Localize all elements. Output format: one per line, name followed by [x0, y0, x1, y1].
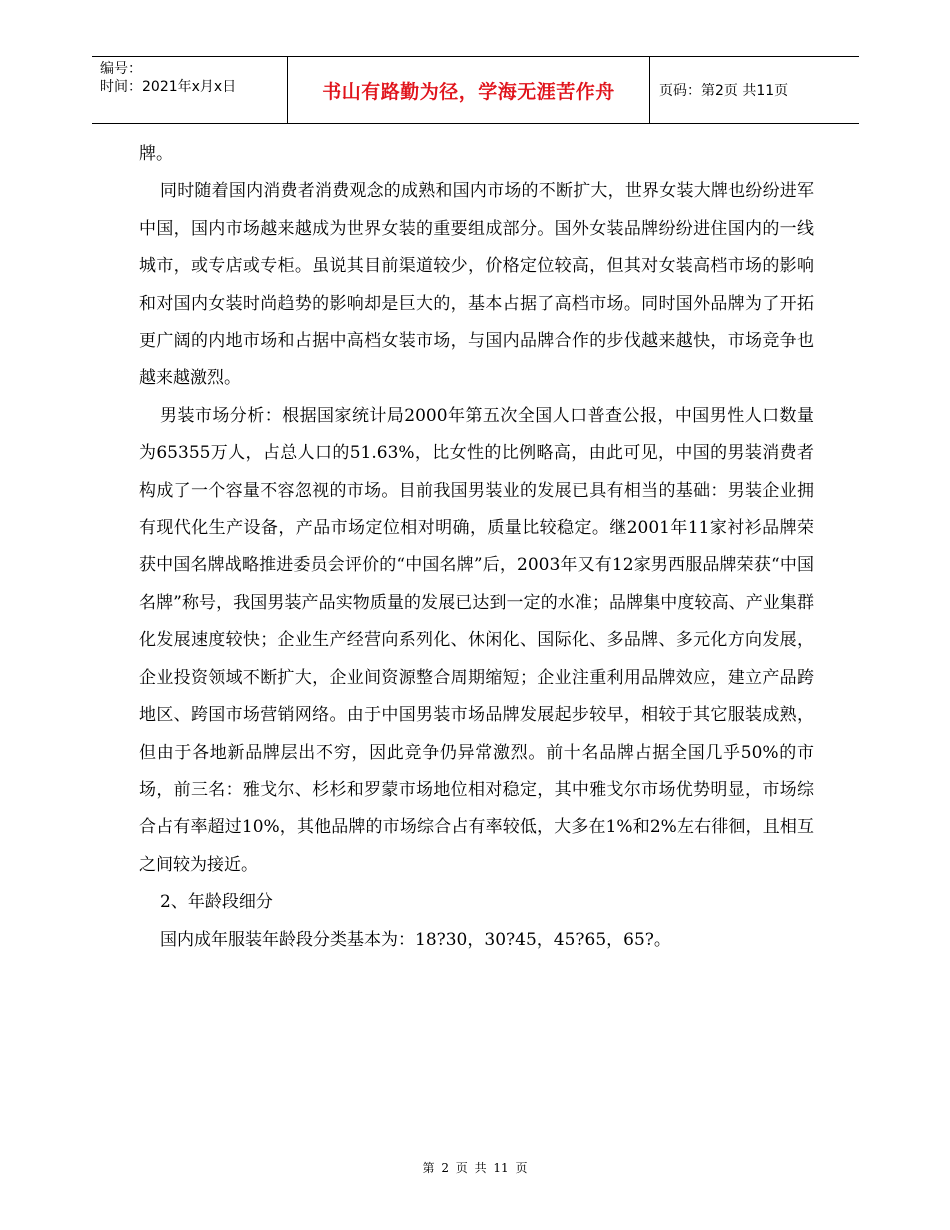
paragraph-menswear-analysis: 男装市场分析：根据国家统计局2000年第五次全国人口普查公报，中国男性人口数量为65355万人，占总人口的51.63%，比女性的比例略高，由此可见，中国的男装消费者构成了一个容量不容忽视的市场。目前我国男装业的发展已具有相当的基础：男装企业拥有现代化生产设备，产品市场定位相对明确，质量比较稳定。继2001年11家衬衫品牌荣获中国名牌战略推进委员会评价的“中国名牌”后，2003年又有12家男西服品牌荣获“中国名牌”称号，我国男装产品实物质量的发展已达到一定的水准；品牌集中度较高、产业集群化发展速度较快；企业生产经营向系列化、休闲化、国际化、多品牌、多元化方向发展，企业投资领域不断扩大，企业间资源整合周期缩短；企业注重利用品牌效应，建立产品跨地区、跨国市场营销网络。由于中国男装市场品牌发展起步较早，相较于其它服装成熟，但由于各地新品牌层出不穷，因此竞争仍异常激烈。前十名品牌占据全国几乎50%的市场，前三名：雅戈尔、杉杉和罗蒙市场地位相对稳定，其中雅戈尔市场优势明显，市场综合占有率超过10%，其他品牌的市场综合占有率较低，大多在1%和2%左右徘徊，且相互之间较为接近。: [139, 405, 814, 875]
header-motto: 书山有路勤为径，学海无涯苦作舟: [288, 57, 650, 123]
page-footer: 第 2 页 共 11 页: [422, 1161, 528, 1175]
header-meta-cell: [92, 57, 288, 123]
paragraph-age-categories: 国内成年服装年龄段分类基本为：18?30，30?45，45?65，65?。: [160, 929, 671, 950]
document-number-label: 编号：: [100, 61, 142, 77]
section-heading-age-segment: 2、年龄段细分: [160, 892, 273, 913]
document-date: 时间：2021年x月x日: [100, 79, 237, 95]
page-header: [92, 56, 859, 124]
paragraph-continuation: 牌。: [139, 144, 173, 164]
paragraph-womenswear-foreign-brands: 同时随着国内消费者消费观念的成熟和国内市场的不断扩大，世界女装大牌也纷纷进军中国，国内市场越来越成为世界女装的重要组成部分。国外女装品牌纷纷进住国内的一线城市，或专店或专柜。虽说其目前渠道较少，价格定位较高，但其对女装高档市场的影响和对国内女装时尚趋势的影响却是巨大的，基本占据了高档市场。同时国外品牌为了开拓更广阔的内地市场和占据中高档女装市场，与国内品牌合作的步伐越来越快，市场竞争也越来越激烈。: [139, 181, 814, 389]
header-page-info: 页码：第2页 共11页: [659, 83, 789, 99]
document-body: [139, 136, 814, 959]
